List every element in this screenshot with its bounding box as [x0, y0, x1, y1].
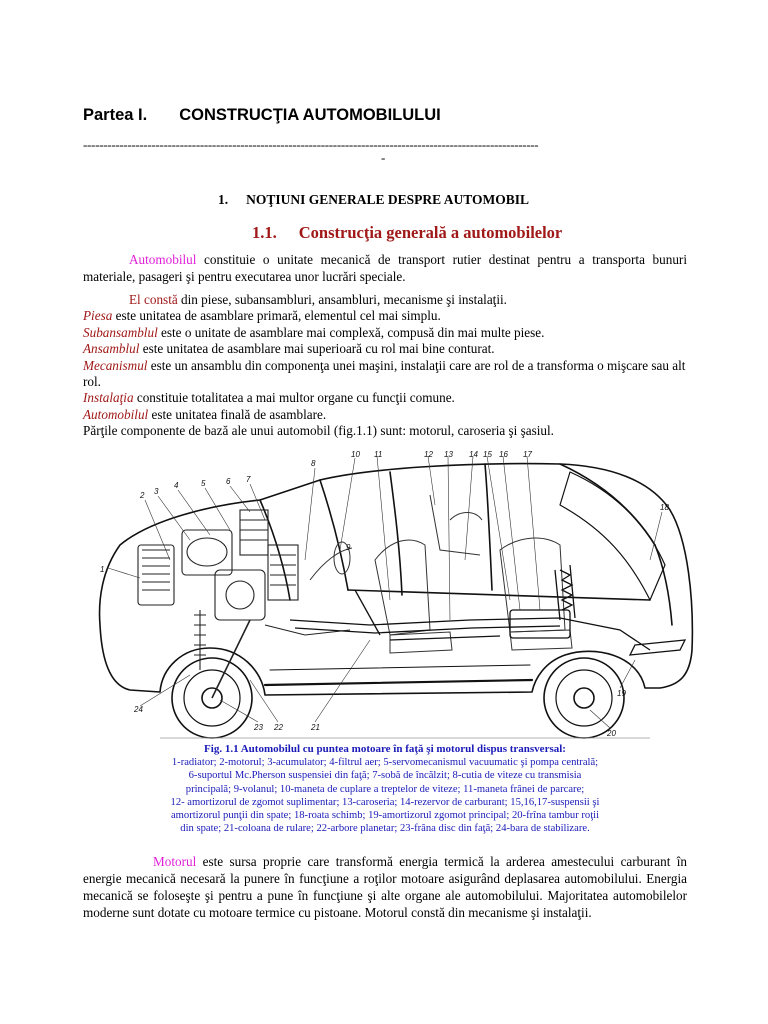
callout-19: 19 — [617, 689, 626, 698]
term-subansamblul: Subansamblul — [83, 324, 158, 340]
term-motorul: Motorul — [153, 854, 197, 869]
definition-item: Ansamblul este unitatea de asamblare mai superioară cu rol mai bine conturat. — [83, 341, 495, 357]
section-title: NOŢIUNI GENERALE DESPRE AUTOMOBIL — [246, 192, 530, 207]
definition-item: Automobilul este unitatea finală de asamblare. — [83, 406, 327, 422]
term-el-consta: El constă — [129, 292, 178, 307]
term-ansamblul: Ansamblul — [83, 341, 140, 357]
part-number: Partea I. — [83, 106, 148, 124]
callout-3: 3 — [154, 487, 159, 496]
caption-line: 6-suportul Mc.Pherson suspensiei din faţă; 7-sobă de încălzit; 8-cutia de viteze cu transmisia — [188, 770, 582, 782]
callout-17: 17 — [523, 450, 532, 459]
subsection-heading-1-1 — [252, 223, 562, 243]
dash-separator-tail: - — [381, 150, 386, 165]
callout-6: 6 — [226, 477, 231, 486]
motor-text: este sursa proprie care transformă energia termică la arderea amestecului carburant în energie mecanică necesară la punere în funcţiune a roţilor motoare asigurând deplasarea automobilului. Energia mecanică se foloseşte şi pentru a pune în funcţiune şi alte organe ale automobilului. Majoritatea automobilelor moderne sunt dotate cu motoare termice cu pistoane. Motorul constă din mecanisme şi instalaţii. — [83, 854, 687, 920]
callout-12: 12 — [424, 450, 433, 459]
callout-13: 13 — [444, 450, 453, 459]
definition-item: Subansamblul este o unitate de asamblare mai complexă, compusă din mai multe piese. — [83, 324, 545, 340]
components-sentence: Părţile componente de bază ale unui automobil (fig.1.1) sunt: motorul, caroseria şi şasiul. — [83, 423, 554, 439]
callout-20: 20 — [607, 729, 616, 738]
car-cutaway-figure — [90, 450, 696, 742]
callout-10: 10 — [351, 450, 360, 459]
caption-line: 12- amortizorul de zgomot suplimentar; 13-caroseria; 14-rezervor de carburant; 15,16,17-suspensii şi — [170, 796, 600, 808]
callout-22: 22 — [274, 723, 283, 732]
callout-2: 2 — [140, 491, 145, 500]
section-number: 1. — [218, 192, 229, 207]
caption-line: principală; 9-volanul; 10-maneta de cuplare a treptelor de viteze; 11-maneta frânei de parcare; — [185, 783, 585, 795]
intro-text: constituie o unitate mecanică de transport rutier destinat pentru a transporta bunuri materiale, pasageri şi pentru executarea unor lucrări speciale. — [83, 252, 687, 284]
subsection-number: 1.1. — [252, 223, 277, 242]
subsection-title: Construcţia generală a automobilelor — [298, 223, 563, 242]
figure-caption — [130, 743, 640, 835]
intro-paragraph — [83, 251, 687, 285]
section-heading-1 — [218, 192, 529, 208]
callout-1: 1 — [100, 565, 105, 574]
callout-8: 8 — [311, 459, 316, 468]
caption-line: amortizorul punţii din spate; 18-roata schimb; 19-amortizorul zgomot principal; 20-frîna tambur roţii — [170, 810, 600, 822]
definition-item: Mecanismul este un ansamblu din componenţa unei maşini, instalaţii care are rol de a transforma o mişcare sau alt rol. — [83, 357, 686, 390]
caption-line: din spate; 21-coloana de rulare; 22-arbore planetar; 23-frâna disc din faţă; 24-bara de stabilizare. — [180, 823, 590, 835]
callout-15: 15 — [483, 450, 492, 459]
callout-4: 4 — [174, 481, 179, 490]
callout-16: 16 — [499, 450, 508, 459]
callout-11: 11 — [374, 450, 383, 459]
term-automobilul-final: Automobilul — [83, 406, 149, 422]
callout-7: 7 — [246, 475, 251, 484]
callout-23: 23 — [254, 723, 263, 732]
term-piesa: Piesa — [83, 308, 113, 324]
callout-18: 18 — [660, 503, 669, 512]
callout-24: 24 — [134, 705, 143, 714]
callout-9: 9 — [346, 543, 351, 552]
callout-5: 5 — [201, 479, 206, 488]
dash-separator: ----------------------------------------------------------------------------------------------------------------- — [83, 137, 539, 152]
part-heading — [83, 106, 441, 125]
definition-intro: El constă din piese, subansambluri, ansambluri, mecanisme şi instalaţii. — [129, 292, 507, 307]
term-automobilul: Automobilul — [129, 252, 197, 267]
motor-paragraph — [83, 853, 687, 921]
caption-title: Fig. 1.1 Automobilul cu puntea motoare în faţă şi motorul dispus transversal: — [204, 743, 566, 755]
callout-21: 21 — [311, 723, 320, 732]
callout-14: 14 — [469, 450, 478, 459]
term-mecanismul: Mecanismul — [83, 357, 148, 373]
part-title: CONSTRUCŢIA AUTOMOBILULUI — [179, 106, 441, 124]
definition-item: Instalaţia constituie totalitatea a mai multor organe cu funcţii comune. — [83, 390, 455, 406]
definition-item: Piesa este unitatea de asamblare primară, elementul cel mai simplu. — [83, 308, 441, 324]
definitions-list — [83, 292, 687, 440]
caption-line: 1-radiator; 2-motorul; 3-acumulator; 4-filtrul aer; 5-servomecanismul vacuumatic şi pompa centrală; — [171, 757, 599, 769]
term-instalatia: Instalaţia — [83, 390, 134, 406]
